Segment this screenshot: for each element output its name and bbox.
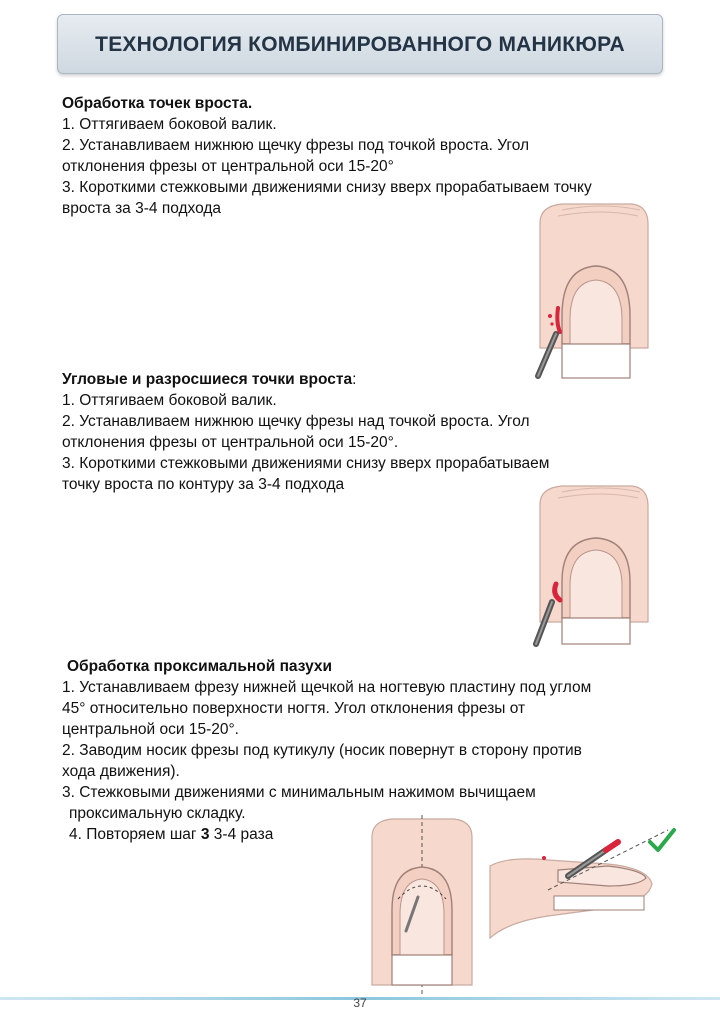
section-line: 2. Устанавливаем нижнюю щечку фрезы под точкой вроста. Угол <box>62 137 530 154</box>
section-line: 3. Короткими стежковыми движениями снизу вверх прорабатываем точку <box>62 179 592 196</box>
section-line: 2. Заводим носик фрезы под кутикулу (носик повернут в сторону против <box>62 742 582 759</box>
section-corner-growth-points <box>62 369 662 495</box>
section-line: хода движения). <box>62 763 180 780</box>
section-line: отклонения фрезы от центральной оси 15-20° <box>62 158 394 175</box>
section-line: 1. Устанавливаем фрезу нижней щечкой на ногтевую пластину под углом <box>62 679 592 696</box>
section-heading: Угловые и разросшиеся точки вроста <box>62 371 353 388</box>
nail-illustration-corner-growth <box>522 482 662 652</box>
title-banner <box>57 14 663 74</box>
section-line: 1. Оттягиваем боковой валик. <box>62 392 277 409</box>
section-line: 3. Короткими стежковыми движениями снизу вверх прорабатываем <box>62 455 550 472</box>
nail-illustration-growth-point <box>522 198 662 388</box>
nail-illustration-proximal-front <box>362 815 482 997</box>
section-heading: Обработка проксимальной пазухи <box>67 658 333 675</box>
section-line: точку вроста по контуру за 3-4 подхода <box>62 476 345 493</box>
section-heading: Обработка точек вроста. <box>62 95 253 112</box>
section-line: центральной оси 15-20°. <box>62 721 239 738</box>
last-line-prefix: 4. Повторяем шаг <box>69 826 201 843</box>
heading-suffix: : <box>352 371 357 388</box>
page-number: 37 <box>353 996 367 1010</box>
page-title: ТЕХНОЛОГИЯ КОМБИНИРОВАННОГО МАНИКЮРА <box>95 33 625 56</box>
section-line: проксимальную складку. <box>69 805 246 822</box>
section-line: 2. Устанавливаем нижнюю щечку фрезы над точкой вроста. Угол <box>62 413 530 430</box>
section-line: 1. Оттягиваем боковой валик. <box>62 116 277 133</box>
last-line-suffix: 3-4 раза <box>209 826 274 843</box>
section-line: 45° относительно поверхности ногтя. Угол отклонения фрезы от <box>62 700 526 717</box>
section-heading-row <box>62 369 662 390</box>
section-line: 3. Стежковыми движениями с минимальным нажимом вычищаем <box>62 784 536 801</box>
nail-illustration-proximal-side <box>488 820 688 960</box>
section-line: отклонения фрезы от центральной оси 15-20°. <box>62 434 399 451</box>
last-line-step: 3 <box>200 826 210 843</box>
section-line: вроста за 3-4 подхода <box>62 200 222 217</box>
